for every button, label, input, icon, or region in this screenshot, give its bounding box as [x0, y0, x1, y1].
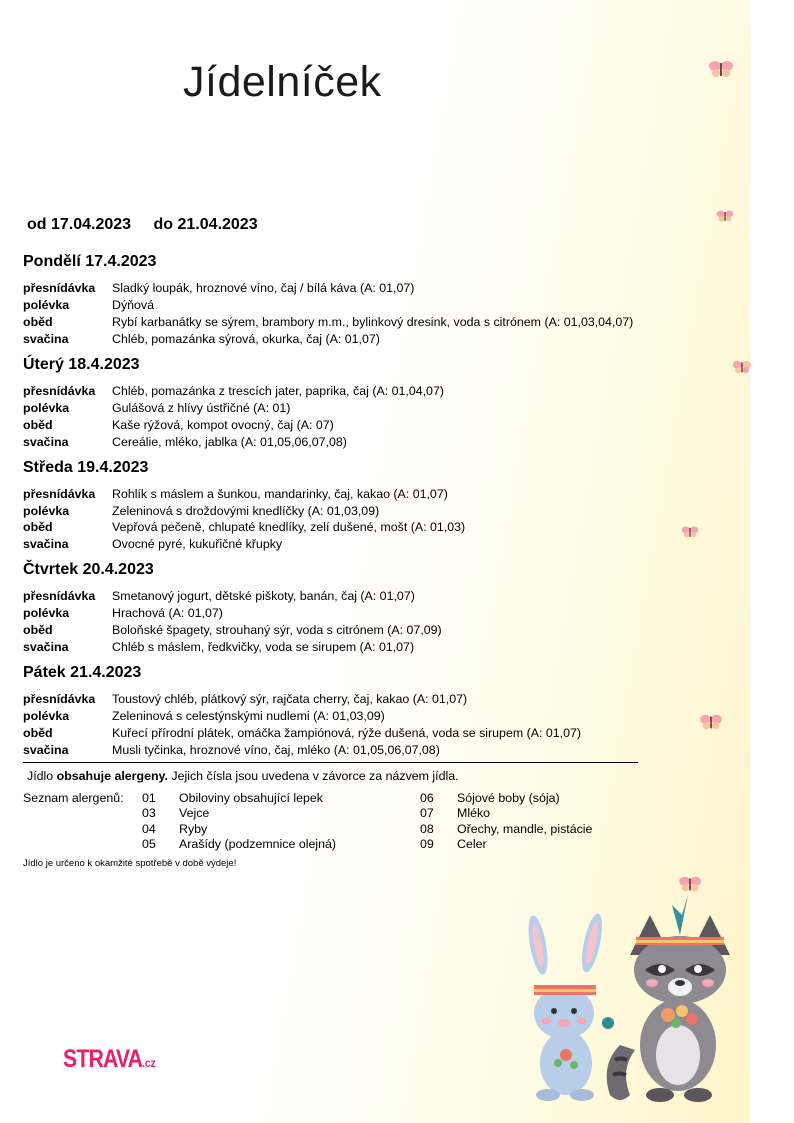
allergen-number: 07 [420, 806, 434, 820]
meal-label: svačina [23, 640, 69, 654]
date-range [27, 216, 258, 234]
meal-label: oběd [23, 726, 53, 740]
meal-text: Zeleninová s droždovými knedlíčky (A: 01,03,09) [112, 504, 380, 518]
allergen-number: 05 [142, 837, 156, 851]
allergen-name: Sójové boby (sója) [457, 791, 560, 805]
meal-row [23, 742, 440, 759]
meal-row [23, 280, 414, 297]
meal-row [23, 725, 581, 742]
meal-row [23, 519, 465, 536]
day-heading: Středa 19.4.2023 [23, 459, 149, 476]
butterfly-icon [708, 58, 734, 80]
meal-row [23, 622, 442, 639]
allergen-name: Celer [457, 837, 487, 851]
meal-text: Musli tyčinka, hroznové víno, čaj, mléko (A: 01,05,06,07,08) [112, 743, 440, 757]
page-title: Jídelníček [183, 58, 382, 106]
strava-logo [63, 1045, 156, 1074]
meal-row [23, 691, 467, 708]
meal-row [23, 708, 385, 725]
meal-row [23, 314, 633, 331]
meal-label: oběd [23, 520, 53, 534]
raccoon-icon [607, 895, 730, 1102]
date-from: od 17.04.2023 [27, 216, 132, 233]
meal-text: Chléb, pomazánka z trescích jater, paprika, čaj (A: 01,04,07) [112, 384, 444, 398]
allergen-item [142, 806, 209, 821]
butterfly-icon [716, 208, 734, 224]
meal-text: Dýňová [112, 298, 155, 312]
allergen-note-prefix: Jídlo [27, 769, 57, 783]
meal-row [23, 400, 290, 417]
meal-text: Sladký loupák, hroznové víno, čaj / bílá káva (A: 01,07) [112, 281, 415, 295]
day-heading: Úterý 18.4.2023 [23, 356, 140, 373]
meal-label: oběd [23, 623, 53, 637]
allergen-item [420, 822, 592, 837]
meal-label: svačina [23, 332, 69, 346]
bunny-icon [525, 912, 614, 1101]
meal-text: Toustový chléb, plátkový sýr, rajčata cherry, čaj, kakao (A: 01,07) [112, 692, 468, 706]
meal-row [23, 536, 282, 553]
allergen-number: 08 [420, 822, 434, 836]
meal-text: Chléb s máslem, ředkvičky, voda se sirupem (A: 01,07) [112, 640, 415, 654]
allergen-list-label: Seznam alergenů: [23, 791, 124, 805]
meal-label: přesnídávka [23, 281, 96, 295]
allergen-item [420, 837, 487, 852]
allergen-item [420, 791, 560, 806]
meal-row [23, 639, 414, 656]
allergen-note [27, 769, 459, 783]
meal-text: Chléb, pomazánka sýrová, okurka, čaj (A: 01,07) [112, 332, 380, 346]
meal-text: Gulášová z hlívy ústřičné (A: 01) [112, 401, 291, 415]
allergen-number: 06 [420, 791, 434, 805]
meal-text: Cereálie, mléko, jablka (A: 01,05,06,07,08) [112, 435, 347, 449]
logo-suffix: .cz [142, 1056, 156, 1070]
butterfly-icon [681, 524, 699, 540]
logo-main: STRAVA [63, 1045, 143, 1073]
day-heading: Čtvrtek 20.4.2023 [23, 561, 154, 578]
butterfly-icon [699, 712, 723, 732]
meal-label: oběd [23, 315, 53, 329]
allergen-name: Arašídy (podzemnice olejná) [179, 837, 337, 851]
allergen-number: 01 [142, 791, 156, 805]
meal-label: polévka [23, 298, 70, 312]
butterfly-icon [732, 356, 752, 378]
meal-text: Ovocné pyré, kukuřičné křupky [112, 537, 283, 551]
meal-row [23, 486, 448, 503]
meal-label: oběd [23, 418, 53, 432]
meal-label: přesnídávka [23, 487, 96, 501]
allergen-number: 03 [142, 806, 156, 820]
allergen-note-bold: obsahuje alergeny. [56, 769, 168, 783]
allergen-item [420, 806, 490, 821]
allergen-note-rest: Jejich čísla jsou uvedena v závorce za názvem jídla. [167, 769, 459, 783]
divider [23, 762, 638, 763]
allergen-item [142, 791, 323, 806]
meal-text: Boloňské špagety, strouhaný sýr, voda s citrónem (A: 07,09) [112, 623, 442, 637]
meal-text: Hrachová (A: 01,07) [112, 606, 223, 620]
meal-label: přesnídávka [23, 589, 96, 603]
meal-text: Vepřová pečeně, chlupaté knedlíky, zelí dušené, mošt (A: 01,03) [112, 520, 466, 534]
meal-text: Smetanový jogurt, dětské piškoty, banán, čaj (A: 01,07) [112, 589, 415, 603]
allergen-item [142, 837, 336, 852]
day-heading: Pondělí 17.4.2023 [23, 253, 157, 270]
meal-row [23, 503, 379, 520]
meal-row [23, 417, 334, 434]
meal-text: Rybí karbanátky se sýrem, brambory m.m., bylinkový dresink, voda s citrónem (A: 01,03,04,07) [112, 315, 634, 329]
meal-row [23, 383, 444, 400]
meal-label: svačina [23, 537, 69, 551]
allergen-name: Obiloviny obsahující lepek [179, 791, 323, 805]
meal-label: polévka [23, 606, 70, 620]
meal-text: Kuřecí přírodní plátek, omáčka žampiónová, rýže dušená, voda se sirupem (A: 01,07) [112, 726, 582, 740]
meal-row [23, 434, 347, 451]
butterfly-icon [678, 874, 702, 894]
meal-text: Rohlík s máslem a šunkou, mandarinky, čaj, kakao (A: 01,07) [112, 487, 448, 501]
allergen-name: Vejce [179, 806, 210, 820]
date-to: do 21.04.2023 [153, 216, 258, 233]
allergen-number: 09 [420, 837, 434, 851]
footnote: Jídlo je určeno k okamžité spotřebě v době výdeje! [23, 858, 237, 869]
allergen-number: 04 [142, 822, 156, 836]
meal-label: přesnídávka [23, 692, 96, 706]
meal-label: přesnídávka [23, 384, 96, 398]
allergen-name: Ryby [179, 822, 208, 836]
meal-row [23, 605, 223, 622]
meal-row [23, 331, 380, 348]
meal-row [23, 297, 154, 314]
meal-row [23, 588, 415, 605]
allergen-item [142, 822, 207, 837]
day-heading: Pátek 21.4.2023 [23, 664, 142, 681]
meal-label: polévka [23, 504, 70, 518]
meal-text: Kaše rýžová, kompot ovocný, čaj (A: 07) [112, 418, 334, 432]
meal-label: polévka [23, 401, 70, 415]
allergen-name: Ořechy, mandle, pistácie [457, 822, 593, 836]
meal-label: polévka [23, 709, 70, 723]
allergen-name: Mléko [457, 806, 491, 820]
meal-label: svačina [23, 435, 69, 449]
bunny-raccoon-illustration [520, 895, 760, 1105]
meal-text: Zeleninová s celestýnskými nudlemi (A: 01,03,09) [112, 709, 385, 723]
meal-label: svačina [23, 743, 69, 757]
